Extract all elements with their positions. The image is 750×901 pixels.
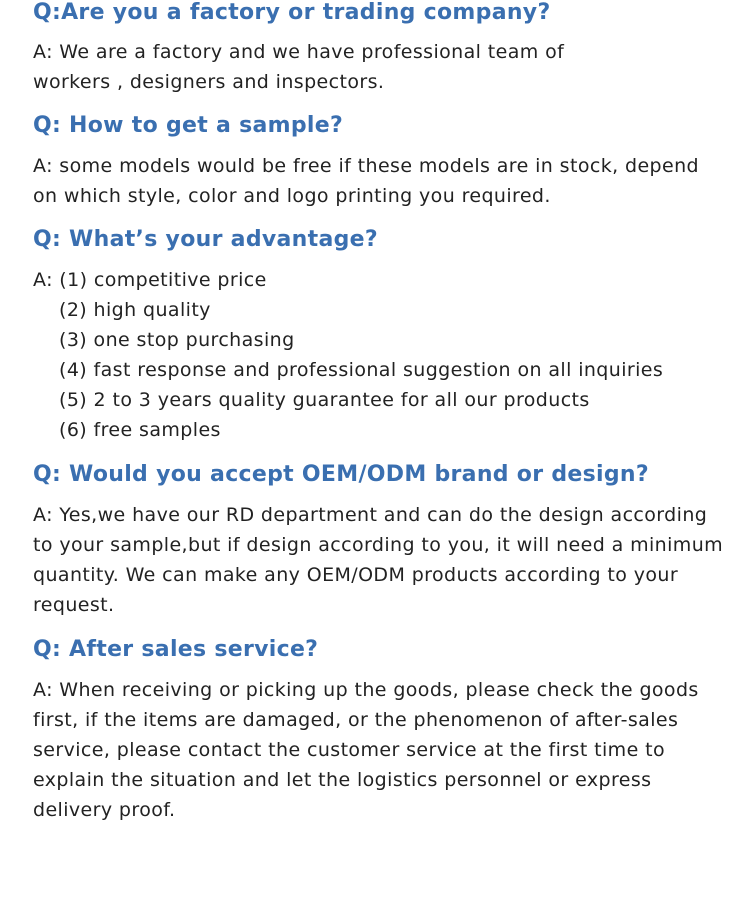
answer-line: delivery proof. [33, 799, 176, 821]
answer-line: first, if the items are damaged, or the phenomenon of after-sales [33, 709, 679, 731]
answer-line: to your sample,but if design according to you, it will need a minimum [33, 534, 724, 556]
faq-answer-after-sales [33, 675, 699, 825]
faq-question-factory: Q:Are you a factory or trading company? [33, 0, 551, 25]
faq-question-advantage: Q: What’s your advantage? [33, 227, 378, 252]
answer-line: A: some models would be free if these models are in stock, depend [33, 155, 699, 177]
answer-line: (2) high quality [59, 299, 211, 321]
faq-question-after-sales: Q: After sales service? [33, 637, 319, 662]
answer-line: (6) free samples [59, 419, 221, 441]
answer-line: A: When receiving or picking up the goods, please check the goods [33, 679, 699, 701]
faq-answer-sample [33, 151, 699, 211]
faq-answer-advantage [33, 265, 663, 445]
answer-line: A: (1) competitive price [33, 269, 267, 291]
answer-line: A: Yes,we have our RD department and can do the design according [33, 504, 708, 526]
answer-line: workers , designers and inspectors. [33, 71, 385, 93]
answer-line: service, please contact the customer service at the first time to [33, 739, 665, 761]
answer-line: A: We are a factory and we have professional team of [33, 41, 565, 63]
faq-answer-oem [33, 500, 723, 620]
faq-question-sample: Q: How to get a sample? [33, 113, 344, 138]
answer-line: request. [33, 594, 115, 616]
answer-line: quantity. We can make any OEM/ODM products according to your [33, 564, 679, 586]
answer-line: (4) fast response and professional suggestion on all inquiries [59, 359, 664, 381]
answer-line: (3) one stop purchasing [59, 329, 295, 351]
answer-line: explain the situation and let the logistics personnel or express [33, 769, 652, 791]
answer-line: (5) 2 to 3 years quality guarantee for all our products [59, 389, 590, 411]
faq-question-oem: Q: Would you accept OEM/ODM brand or design? [33, 462, 649, 487]
answer-line: on which style, color and logo printing you required. [33, 185, 551, 207]
faq-answer-factory [33, 37, 564, 97]
